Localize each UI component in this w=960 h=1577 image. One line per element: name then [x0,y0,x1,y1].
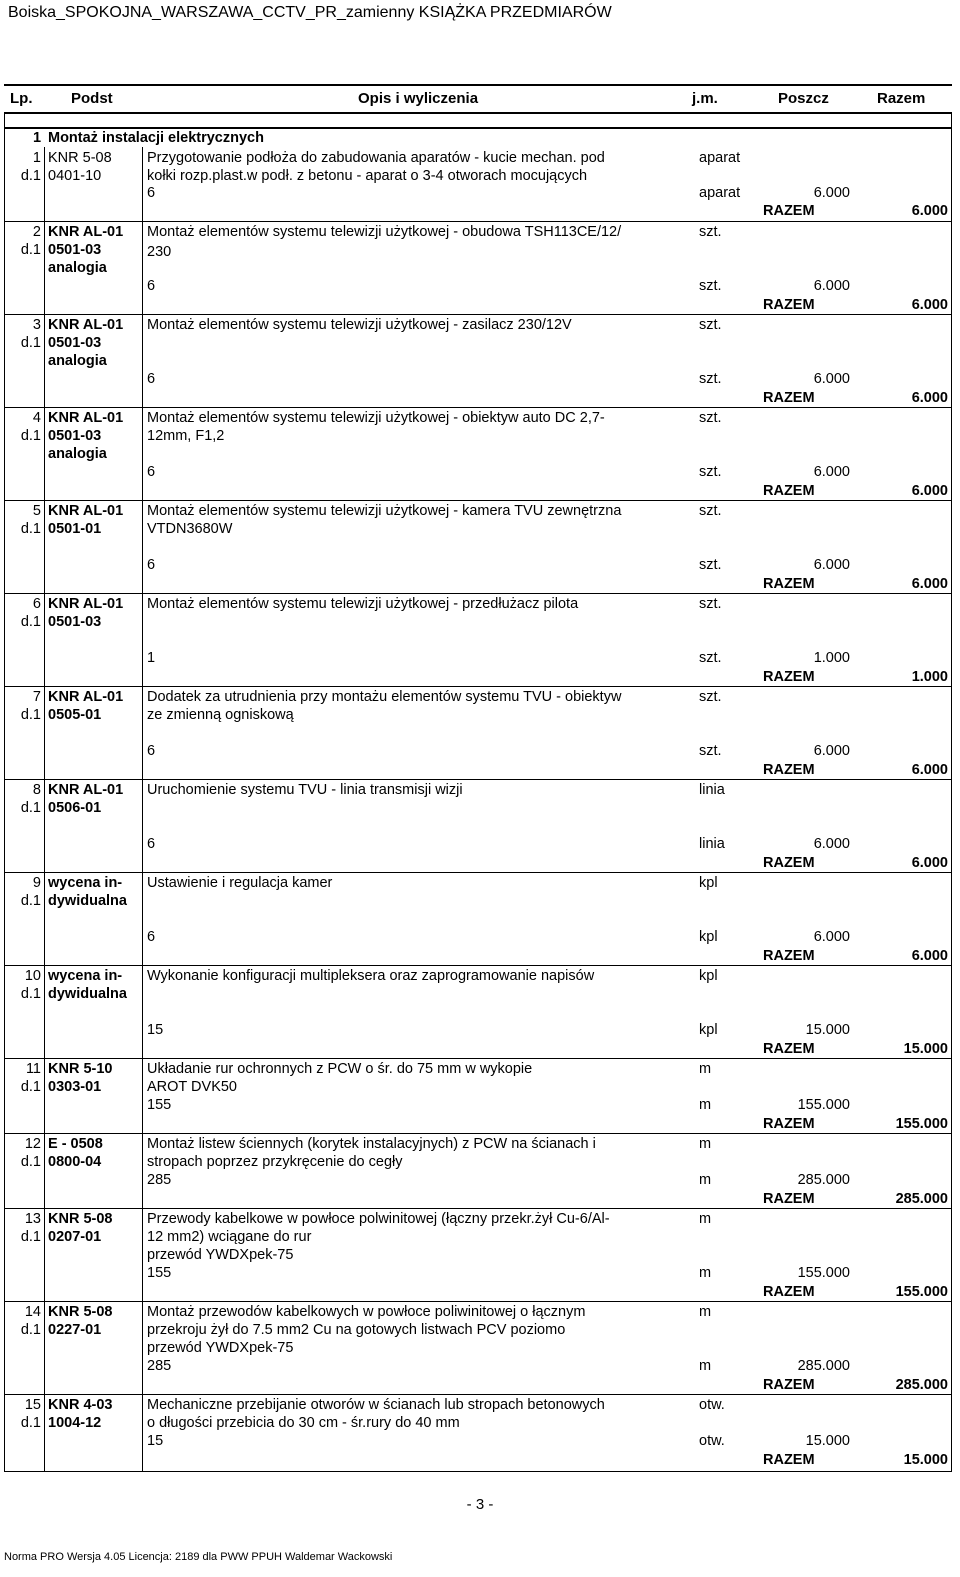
item-subnumber: d.1 [20,428,41,444]
item-quantity-calc: 155 [147,1265,172,1281]
item-description: Montaż przewodów kabelkowych w powłoce poliwinitowej o łącznym [147,1304,586,1320]
item-description: przekroju żył do 7.5 mm2 Cu na gotowych listwach PCV poziomo [147,1322,566,1338]
item-unit: szt. [699,689,722,705]
blank-header-row [4,112,952,128]
row-separator [5,1394,951,1395]
item-razem-value: 6.000 [911,483,948,499]
item-quantity-calc: 15 [147,1022,164,1038]
item-number: 7 [32,689,41,705]
item-subnumber: d.1 [20,242,41,258]
item-number: 5 [32,503,41,519]
item-razem-label: RAZEM [763,1041,815,1057]
col-podst: Podst [71,90,113,107]
item-subnumber: d.1 [20,1229,41,1245]
item-unit: szt. [699,224,722,240]
section-number: 1 [33,130,42,146]
row-separator [5,965,951,966]
item-razem-label: RAZEM [763,855,815,871]
item-description: stropach poprzez przykręcenie do cegły [147,1154,403,1170]
item-quantity-calc: 6 [147,743,156,759]
item-calc-unit: szt. [699,557,722,573]
item-poszcz-value: 155.000 [797,1265,850,1281]
item-basis: 0501-03 [48,242,102,258]
item-basis: 0506-01 [48,800,102,816]
item-description: 12mm, F1,2 [147,428,225,444]
item-subnumber: d.1 [20,1154,41,1170]
item-razem-label: RAZEM [763,203,815,219]
item-basis: 1004-12 [48,1415,102,1431]
item-number: 15 [24,1397,41,1413]
item-quantity-calc: 6 [147,371,156,387]
column-divider [142,147,143,1471]
item-razem-value: 6.000 [911,576,948,592]
row-separator [5,221,951,222]
item-calc-unit: szt. [699,278,722,294]
item-quantity-calc: 285 [147,1358,172,1374]
row-separator [5,314,951,315]
row-separator [5,593,951,594]
item-basis: 0501-03 [48,614,102,630]
item-calc-unit: m [699,1358,712,1374]
item-basis: 0207-01 [48,1229,102,1245]
item-unit: otw. [699,1397,725,1413]
item-razem-label: RAZEM [763,483,815,499]
item-razem-value: 6.000 [911,948,948,964]
item-unit: m [699,1061,712,1077]
document-title: Boiska_SPOKOJNA_WARSZAWA_CCTV_PR_zamienny KSIĄŻKA PRZEDMIARÓW [8,4,612,21]
item-calc-unit: szt. [699,464,722,480]
item-razem-label: RAZEM [763,1452,815,1468]
item-basis: KNR 5-08 [48,1211,113,1227]
item-basis: KNR 5-10 [48,1061,113,1077]
item-razem-value: 155.000 [895,1284,948,1300]
item-calc-unit: linia [699,836,725,852]
item-calc-unit: otw. [699,1433,725,1449]
item-number: 4 [32,410,41,426]
item-description: kołki rozp.plast.w podł. z betonu - aparat o 3-4 otworach mocujących [147,168,588,184]
item-number: 8 [32,782,41,798]
item-razem-value: 6.000 [911,390,948,406]
item-razem-value: 6.000 [911,203,948,219]
item-unit: szt. [699,503,722,519]
item-basis: 0303-01 [48,1079,102,1095]
item-basis: KNR AL-01 [48,503,124,519]
software-footer: Norma PRO Wersja 4.05 Licencja: 2189 dla PWW PPUH Waldemar Wackowski [4,1551,393,1563]
item-basis: analogia [48,446,107,462]
item-subnumber: d.1 [20,1415,41,1431]
item-poszcz-value: 285.000 [797,1358,850,1374]
item-razem-label: RAZEM [763,762,815,778]
item-quantity-calc: 15 [147,1433,164,1449]
item-subnumber: d.1 [20,800,41,816]
item-razem-value: 155.000 [895,1116,948,1132]
item-number: 3 [32,317,41,333]
item-description: ze zmienną ogniskową [147,707,294,723]
item-poszcz-value: 6.000 [813,929,850,945]
col-opis: Opis i wyliczenia [358,90,479,107]
item-razem-value: 15.000 [903,1452,948,1468]
item-basis: KNR AL-01 [48,596,124,612]
item-quantity-calc: 6 [147,185,156,201]
item-subnumber: d.1 [20,614,41,630]
item-description: 12 mm2) wciągane do rur [147,1229,312,1245]
item-subnumber: d.1 [20,521,41,537]
item-description: Montaż elementów systemu telewizji użytkowej - obiektyw auto DC 2,7- [147,410,605,426]
item-number: 11 [25,1061,41,1077]
item-unit: szt. [699,410,722,426]
item-razem-value: 1.000 [911,669,948,685]
item-razem-value: 6.000 [911,297,948,313]
item-number: 14 [24,1304,41,1320]
item-unit: m [699,1304,712,1320]
item-basis: KNR 5-08 [48,1304,113,1320]
item-calc-unit: kpl [699,1022,718,1038]
item-basis: 0505-01 [48,707,102,723]
item-number: 13 [24,1211,41,1227]
item-unit: kpl [699,875,718,891]
item-description: Wykonanie konfiguracji multipleksera oraz zaprogramowanie napisów [147,968,595,984]
item-calc-unit: m [699,1172,712,1188]
item-description: Montaż elementów systemu telewizji użytkowej - obudowa TSH113CE/12/ [147,224,622,240]
col-razem: Razem [877,90,926,107]
item-unit: m [699,1136,712,1152]
item-basis: 0401-10 [48,168,102,184]
item-description: o długości przebicia do 30 cm - śr.rury do 40 mm [147,1415,460,1431]
item-poszcz-value: 155.000 [797,1097,850,1113]
item-calc-unit: szt. [699,743,722,759]
item-basis: analogia [48,353,107,369]
item-basis: KNR AL-01 [48,782,124,798]
item-quantity-calc: 6 [147,836,156,852]
item-subnumber: d.1 [20,335,41,351]
item-razem-value: 6.000 [911,855,948,871]
item-basis: KNR AL-01 [48,224,124,240]
item-poszcz-value: 6.000 [813,278,850,294]
item-subnumber: d.1 [20,986,41,1002]
col-poszcz: Poszcz [778,90,829,107]
section-title: Montaż instalacji elektrycznych [48,130,264,146]
item-quantity-calc: 6 [147,464,156,480]
item-unit: kpl [699,968,718,984]
item-number: 10 [24,968,41,984]
item-razem-label: RAZEM [763,1191,815,1207]
item-quantity-calc: 6 [147,557,156,573]
item-razem-value: 285.000 [895,1377,948,1393]
item-basis: KNR AL-01 [48,317,124,333]
item-basis: analogia [48,260,107,276]
item-poszcz-value: 15.000 [805,1433,850,1449]
item-number: 9 [32,875,41,891]
row-separator [5,1058,951,1059]
row-separator [5,1208,951,1209]
col-lp: Lp. [10,90,33,107]
item-basis: 0800-04 [48,1154,102,1170]
item-basis: dywidualna [48,986,127,1002]
item-description: Uruchomienie systemu TVU - linia transmisji wizji [147,782,463,798]
column-divider [44,147,45,1471]
item-description: Montaż elementów systemu telewizji użytkowej - zasilacz 230/12V [147,317,572,333]
item-description: Przewody kabelkowe w powłoce polwinitowej (łączny przekr.żył Cu-6/Al- [147,1211,610,1227]
item-description: Dodatek za utrudnienia przy montażu elementów systemu TVU - obiektyw [147,689,622,705]
item-poszcz-value: 6.000 [813,185,850,201]
item-poszcz-value: 285.000 [797,1172,850,1188]
item-number: 1 [32,150,41,166]
row-separator [5,872,951,873]
item-poszcz-value: 15.000 [805,1022,850,1038]
item-number: 12 [24,1136,41,1152]
item-quantity-calc: 285 [147,1172,172,1188]
item-description: AROT DVK50 [147,1079,237,1095]
item-description: Montaż elementów systemu telewizji użytkowej - kamera TVU zewnętrzna [147,503,622,519]
item-quantity-calc: 1 [147,650,156,666]
item-subnumber: d.1 [20,1079,41,1095]
item-description: Mechaniczne przebijanie otworów w ścianach lub stropach betonowych [147,1397,605,1413]
item-razem-label: RAZEM [763,948,815,964]
item-poszcz-value: 6.000 [813,836,850,852]
item-description: 230 [147,244,172,260]
item-razem-value: 6.000 [911,762,948,778]
item-quantity-calc: 6 [147,278,156,294]
item-razem-value: 15.000 [903,1041,948,1057]
item-razem-label: RAZEM [763,669,815,685]
item-basis: KNR 4-03 [48,1397,113,1413]
item-basis: 0501-03 [48,428,102,444]
item-poszcz-value: 1.000 [813,650,850,666]
item-unit: linia [699,782,725,798]
item-calc-unit: m [699,1097,712,1113]
item-subnumber: d.1 [20,707,41,723]
item-subnumber: d.1 [20,168,41,184]
item-unit: szt. [699,596,722,612]
item-description: przewód YWDXpek-75 [147,1247,294,1263]
item-calc-unit: kpl [699,929,718,945]
item-unit: aparat [699,150,741,166]
item-description: Ustawienie i regulacja kamer [147,875,333,891]
page-number: - 3 - [466,1496,494,1513]
item-unit: szt. [699,317,722,333]
item-number: 6 [32,596,41,612]
item-basis: E - 0508 [48,1136,103,1152]
item-razem-label: RAZEM [763,1377,815,1393]
item-basis: KNR AL-01 [48,689,124,705]
item-calc-unit: szt. [699,650,722,666]
item-number: 2 [32,224,41,240]
item-poszcz-value: 6.000 [813,557,850,573]
item-unit: m [699,1211,712,1227]
item-basis: wycena in- [48,875,123,891]
item-poszcz-value: 6.000 [813,743,850,759]
item-calc-unit: szt. [699,371,722,387]
item-basis: KNR 5-08 [48,150,112,166]
item-description: VTDN3680W [147,521,233,537]
item-basis: 0501-01 [48,521,102,537]
estimate-table [4,128,952,1472]
item-subnumber: d.1 [20,1322,41,1338]
item-quantity-calc: 155 [147,1097,172,1113]
item-description: Montaż listew ściennych (korytek instalacyjnych) z PCW na ścianach i [147,1136,596,1152]
item-basis: 0501-03 [48,335,102,351]
row-separator [5,1133,951,1134]
item-razem-value: 285.000 [895,1191,948,1207]
item-razem-label: RAZEM [763,576,815,592]
row-separator [5,407,951,408]
item-description: Przygotowanie podłoża do zabudowania aparatów - kucie mechan. pod [147,150,605,166]
item-basis: wycena in- [48,968,123,984]
item-description: Montaż elementów systemu telewizji użytkowej - przedłużacz pilota [147,596,579,612]
item-razem-label: RAZEM [763,1284,815,1300]
item-calc-unit: m [699,1265,712,1281]
item-subnumber: d.1 [20,893,41,909]
item-calc-unit: aparat [699,185,741,201]
item-description: przewód YWDXpek-75 [147,1340,294,1356]
item-basis: KNR AL-01 [48,410,124,426]
col-jm: j.m. [692,90,718,107]
row-separator [5,686,951,687]
item-basis: dywidualna [48,893,127,909]
row-separator [5,1301,951,1302]
item-basis: 0227-01 [48,1322,102,1338]
item-poszcz-value: 6.000 [813,371,850,387]
row-separator [5,500,951,501]
item-description: Układanie rur ochronnych z PCW o śr. do 75 mm w wykopie [147,1061,533,1077]
column-header-row [4,84,952,114]
row-separator [5,779,951,780]
item-poszcz-value: 6.000 [813,464,850,480]
item-razem-label: RAZEM [763,1116,815,1132]
item-quantity-calc: 6 [147,929,156,945]
item-razem-label: RAZEM [763,297,815,313]
item-razem-label: RAZEM [763,390,815,406]
